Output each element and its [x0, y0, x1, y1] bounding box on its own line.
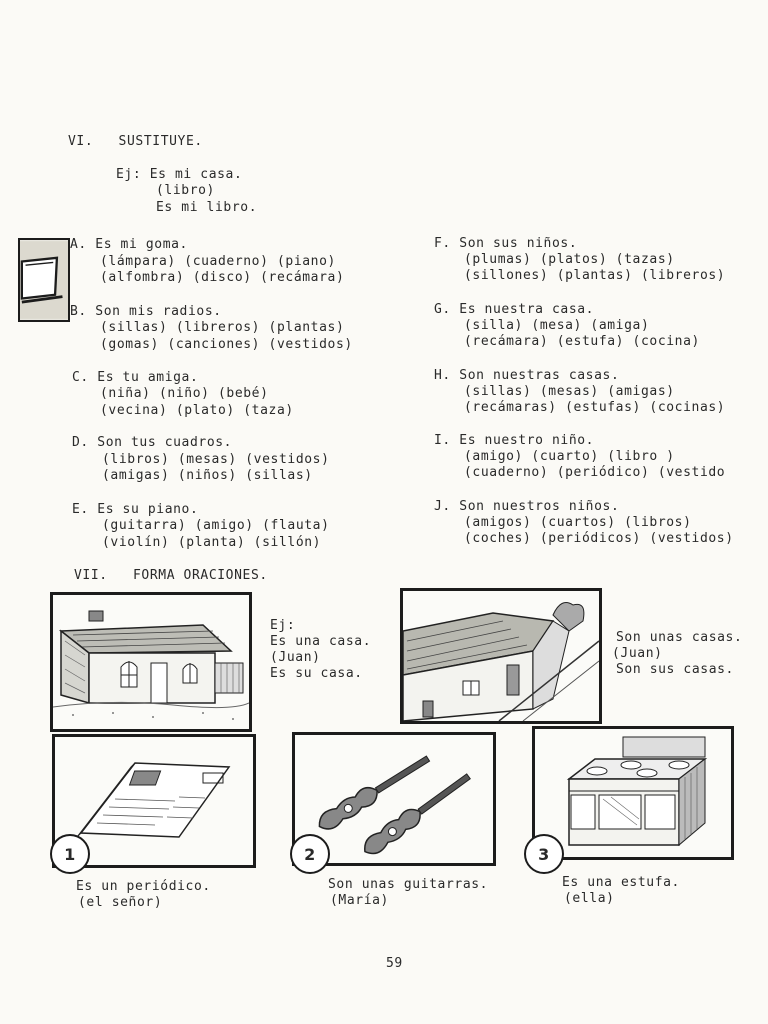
exercise-1-line-1: Es un periódico. [76, 879, 211, 894]
house-illustration [50, 592, 252, 732]
exercise-3-line-2: (ella) [564, 891, 615, 906]
item-e-title: E. Es su piano. [72, 502, 199, 517]
item-i-title: I. Es nuestro niño. [434, 433, 595, 448]
item-d-options-2: (amigas) (niños) (sillas) [102, 468, 313, 483]
item-b-options-1: (sillas) (libreros) (plantas) [100, 320, 345, 335]
notebook-icon [18, 238, 70, 322]
item-h-title: H. Son nuestras casas. [434, 368, 620, 383]
item-i-options-1: (amigo) (cuarto) (libro ) [464, 449, 675, 464]
item-g-options-1: (silla) (mesa) (amiga) [464, 318, 650, 333]
example-1-line-3: (Juan) [270, 650, 321, 665]
section-vi-heading: VI. SUSTITUYE. [68, 134, 203, 149]
item-a-options-1: (lámpara) (cuaderno) (piano) [100, 254, 336, 269]
section-vii-heading: VII. FORMA ORACIONES. [74, 568, 268, 583]
item-h-options-1: (sillas) (mesas) (amigas) [464, 384, 675, 399]
exercise-number-3: 3 [524, 834, 564, 874]
item-c-options-2: (vecina) (plato) (taza) [100, 403, 294, 418]
item-f-title: F. Son sus niños. [434, 236, 578, 251]
exercise-1-line-2: (el señor) [78, 895, 163, 910]
item-e-options-1: (guitarra) (amigo) (flauta) [102, 518, 330, 533]
example-1-line-4: Es su casa. [270, 666, 363, 681]
item-g-title: G. Es nuestra casa. [434, 302, 595, 317]
item-g-options-2: (recámara) (estufa) (cocina) [464, 334, 700, 349]
item-e-options-2: (violín) (planta) (sillón) [102, 535, 322, 550]
item-b-title: B. Son mis radios. [70, 304, 222, 319]
item-f-options-1: (plumas) (platos) (tazas) [464, 252, 675, 267]
example-1-line-1: Ej: [270, 618, 296, 633]
exercise-2-line-2: (María) [330, 893, 389, 908]
item-h-options-2: (recámaras) (estufas) (cocinas) [464, 400, 726, 415]
example-2-line-3: Son sus casas. [616, 662, 734, 677]
item-a-options-2: (alfombra) (disco) (recámara) [100, 270, 345, 285]
item-c-title: C. Es tu amiga. [72, 370, 199, 385]
example-2-line-1: Son unas casas. [616, 630, 743, 645]
item-d-title: D. Son tus cuadros. [72, 435, 233, 450]
exercise-2-line-1: Son unas guitarras. [328, 877, 489, 892]
page-number: 59 [386, 956, 403, 971]
example-1-line-2: Es una casa. [270, 634, 372, 649]
exercise-3-line-1: Es una estufa. [562, 875, 680, 890]
houses-illustration [400, 588, 602, 724]
item-j-options-2: (coches) (periódicos) (vestidos) [464, 531, 734, 546]
item-d-options-1: (libros) (mesas) (vestidos) [102, 452, 330, 467]
item-i-options-2: (cuaderno) (periódico) (vestido [464, 465, 726, 480]
exercise-number-1: 1 [50, 834, 90, 874]
example-line-2: (libro) [156, 183, 215, 198]
item-f-options-2: (sillones) (plantas) (libreros) [464, 268, 726, 283]
stove-illustration [532, 726, 734, 860]
example-line-1: Ej: Es mi casa. [116, 167, 243, 182]
item-j-options-1: (amigos) (cuartos) (libros) [464, 515, 692, 530]
item-a-title: A. Es mi goma. [70, 237, 188, 252]
exercise-number-2: 2 [290, 834, 330, 874]
item-j-title: J. Son nuestros niños. [434, 499, 620, 514]
example-2-line-2: (Juan) [612, 646, 663, 661]
item-c-options-1: (niña) (niño) (bebé) [100, 386, 269, 401]
example-line-3: Es mi libro. [156, 200, 258, 215]
item-b-options-2: (gomas) (canciones) (vestidos) [100, 337, 353, 352]
